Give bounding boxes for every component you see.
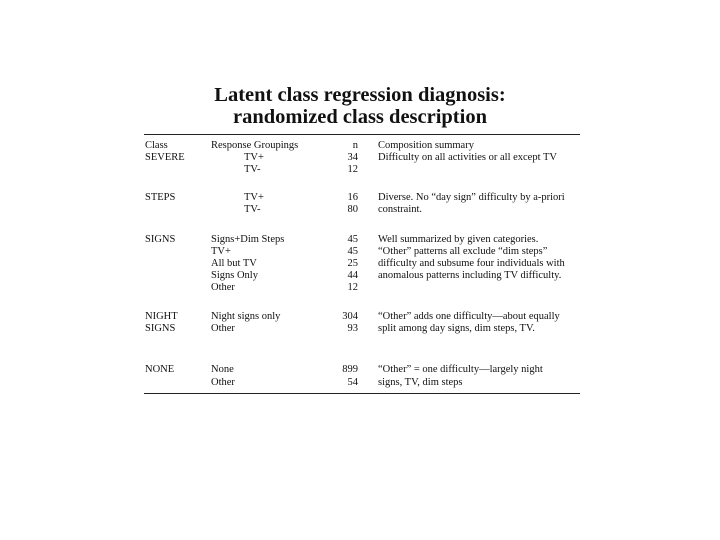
class-label: SIGNS: [145, 234, 176, 245]
response-grouping: Other: [211, 282, 235, 293]
header-n: n: [352, 140, 358, 151]
response-grouping: Other: [211, 377, 235, 388]
response-grouping: Other: [211, 323, 235, 334]
table-bottom-rule: [144, 393, 580, 394]
composition-text: Difficulty on all activities or all except TV: [378, 152, 557, 163]
count-value: 899: [342, 364, 358, 375]
response-grouping: All but TV: [211, 258, 257, 269]
count-value: 44: [347, 270, 358, 281]
count-value: 16: [347, 192, 358, 203]
composition-text: “Other” adds one difficulty—about equally: [378, 311, 560, 322]
count-value: 12: [347, 164, 358, 175]
title-line-1: Latent class regression diagnosis:: [214, 84, 506, 106]
count-value: 25: [347, 258, 358, 269]
composition-text: constraint.: [378, 204, 423, 215]
response-grouping: Signs+Dim Steps: [211, 234, 285, 245]
count-value: 34: [347, 152, 358, 163]
composition-text: “Other” patterns all exclude “dim steps”: [378, 246, 548, 257]
count-value: 93: [347, 323, 358, 334]
composition-text: anomalous patterns including TV difficulty.: [378, 270, 562, 281]
title-line-2: randomized class description: [233, 106, 487, 128]
response-grouping: None: [211, 364, 234, 375]
count-value: 12: [347, 282, 358, 293]
response-grouping: TV+: [244, 192, 264, 203]
composition-text: signs, TV, dim steps: [378, 377, 463, 388]
response-grouping: Signs Only: [211, 270, 258, 281]
count-value: 45: [347, 234, 358, 245]
composition-text: “Other” = one difficulty—largely night: [378, 364, 543, 375]
composition-text: split among day signs, dim steps, TV.: [378, 323, 535, 334]
count-value: 54: [347, 377, 358, 388]
class-label: NIGHT: [145, 311, 178, 322]
class-label: STEPS: [145, 192, 176, 203]
class-label: SIGNS: [145, 323, 176, 334]
header-class: Class: [145, 140, 168, 151]
count-value: 80: [347, 204, 358, 215]
class-label: NONE: [145, 364, 175, 375]
response-grouping: Night signs only: [211, 311, 281, 322]
response-grouping: TV+: [211, 246, 231, 257]
composition-text: difficulty and subsume four individuals with: [378, 258, 565, 269]
response-grouping: TV-: [244, 204, 261, 215]
response-grouping: TV-: [244, 164, 261, 175]
class-label: SEVERE: [145, 152, 185, 163]
response-grouping: TV+: [244, 152, 264, 163]
slide-title: [140, 84, 580, 128]
composition-text: Well summarized by given categories.: [378, 234, 539, 245]
table-top-rule: [144, 134, 580, 135]
header-composition-summary: Composition summary: [378, 140, 474, 151]
header-response-groupings: Response Groupings: [211, 140, 299, 151]
composition-text: Diverse. No “day sign” difficulty by a-priori: [378, 192, 565, 203]
count-value: 304: [342, 311, 358, 322]
count-value: 45: [347, 246, 358, 257]
